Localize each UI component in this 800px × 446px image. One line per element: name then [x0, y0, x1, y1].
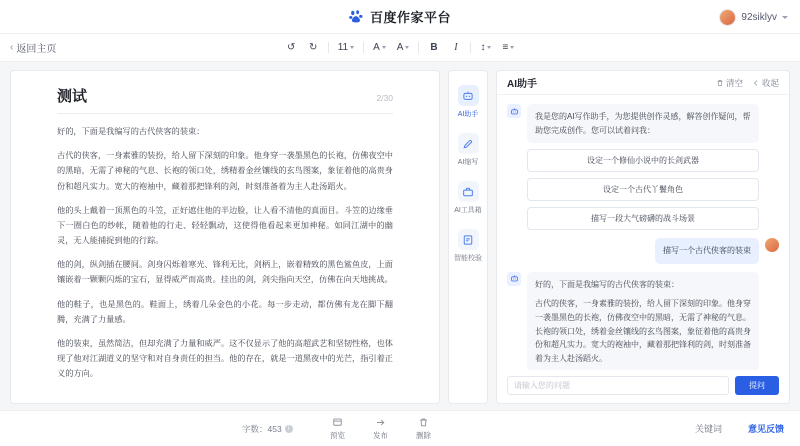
page-title: 百度作家平台: [369, 10, 451, 25]
format-toolbar: [0, 34, 800, 62]
rail-label: 智能校验: [454, 255, 482, 262]
editor-paragraph: 古代的侠客，一身素雅的装扮，给人留下深刻的印象。他身穿一袭墨黑色的长袍，仿佛夜空中的黑暗，无需了神秘的气息、长袍的领口处，绣精着金丝镶线的玄鸟图案，象征着他的高贵身份和超凡实力。宽大的袍袖中，藏着那把锋利的剑，时刻准备着为主人赴汤蹈火。: [57, 151, 393, 191]
assistant-title: AI助手: [507, 79, 537, 90]
toolbar-divider: [470, 42, 471, 53]
assistant-reply-bubble: [527, 272, 759, 370]
top-bar: [0, 0, 800, 34]
preview-button[interactable]: [330, 417, 345, 441]
preview-label: 预览: [330, 430, 345, 440]
preview-icon: [332, 417, 343, 428]
suggestion-chip[interactable]: 设定一个修仙小说中的长剑武器: [527, 149, 759, 172]
bottom-bar: [0, 410, 800, 446]
feedback-link[interactable]: 意见反馈: [747, 424, 784, 434]
chat-composer: [497, 370, 789, 403]
publish-button[interactable]: [373, 417, 388, 441]
ai-toolbox-icon: [458, 181, 479, 202]
undo-button[interactable]: ↺: [287, 42, 296, 53]
ai-rewrite-icon: [458, 133, 479, 154]
info-icon[interactable]: i: [285, 425, 293, 433]
chevron-left-icon: ‹: [10, 42, 14, 53]
document-title[interactable]: 测试: [57, 88, 88, 105]
assistant-header-actions: [716, 77, 779, 89]
ai-assistant-panel: [496, 70, 790, 404]
collapse-panel-button[interactable]: [752, 77, 779, 89]
tool-rail: [448, 70, 488, 404]
user-message-bubble: 描写一个古代侠客的装束: [655, 238, 759, 264]
delete-label: 删除: [416, 430, 431, 440]
suggestion-chip[interactable]: 设定一个古代丫鬟角色: [527, 178, 759, 201]
publish-label: 发布: [373, 430, 388, 440]
delete-button[interactable]: [416, 417, 431, 441]
italic-button[interactable]: I: [454, 42, 458, 53]
rail-label: AI工具箱: [454, 207, 482, 214]
toolbar-items: [0, 39, 800, 57]
user-name: 92siklyv: [741, 11, 777, 23]
redo-button[interactable]: ↻: [309, 42, 318, 53]
editor-content[interactable]: [11, 71, 439, 403]
assistant-header: [497, 71, 789, 95]
chat-message-bot: [507, 104, 779, 230]
chevron-down-icon: [782, 16, 788, 19]
editor-paragraph: 他的剑，纵剑插在腰间。剑身闪烁着寒光、锋利无比，剑柄上，嵌着精致的黑色鲨鱼皮，上面镶嵌着一颗颗闪烁的宝石，显得威严而高贵。挂出的剑，剑尖指向天空，仿佛在向天地挑战。: [57, 260, 393, 285]
publish-icon: [375, 417, 386, 428]
robot-icon: [507, 272, 521, 286]
list-button[interactable]: ≡: [500, 39, 516, 57]
user-avatar-icon: [765, 238, 779, 252]
clear-chat-label: 清空: [725, 77, 743, 88]
editor-paragraph: 好的，下面是我编写的古代侠客的装束：: [57, 127, 205, 136]
rail-item-ai-rewrite[interactable]: [449, 133, 487, 167]
keywords-link[interactable]: 关键词: [694, 424, 722, 434]
back-home-label: 返回主页: [16, 44, 57, 55]
collapse-panel-label: 收起: [761, 77, 779, 88]
line-height-button[interactable]: ↕: [478, 39, 493, 57]
rail-label: AI缩写: [457, 159, 479, 166]
highlight-color-button[interactable]: A: [395, 39, 412, 57]
delete-icon: [418, 417, 429, 428]
toolbar-divider: [328, 42, 329, 53]
assistant-reply-lead: 好的，下面是我编写的古代侠客的装束：: [535, 279, 679, 289]
title-char-counter: 2/30: [376, 93, 393, 103]
assistant-reply-body: 古代的侠客，一身素雅的装扮，给人留下深刻的印象。他身穿一袭墨黑色的长袍，仿佛夜空中的黑暗，无需了神秘的气息。长袍的领口处，绣着金丝镶线的玄鸟图案，象征着他的高贵身份和超凡实力。宽大的袍袖中，藏着那把锋利的剑，时刻准备着为主人赴汤蹈火。: [535, 299, 751, 363]
text-color-button[interactable]: A: [371, 39, 388, 57]
chat-thread: [497, 95, 789, 370]
rail-label: AI助手: [457, 111, 479, 118]
rail-item-ai-assistant[interactable]: [449, 85, 487, 119]
chat-message-user: [507, 238, 779, 264]
bottom-right-links: [695, 422, 784, 435]
document-editor[interactable]: [10, 70, 440, 404]
send-question-button[interactable]: 提问: [735, 376, 779, 395]
word-count-label: 字数：453: [242, 423, 282, 434]
toolbar-divider: [418, 42, 419, 53]
baidu-paw-icon: [349, 9, 364, 24]
user-menu[interactable]: [719, 0, 788, 34]
main-area: [0, 62, 800, 404]
smart-check-icon: [458, 229, 479, 250]
rail-item-smart-check[interactable]: [449, 229, 487, 263]
toolbar-divider: [363, 42, 364, 53]
ai-assistant-icon: [458, 85, 479, 106]
bottom-actions: [330, 417, 431, 441]
clear-chat-button[interactable]: [716, 77, 743, 89]
assistant-intro-bubble: 我是您的AI写作助手，为您提供创作灵感，解答创作疑问，帮助您完成创作。您可以试着问我：: [527, 104, 759, 143]
title-divider: [57, 113, 393, 114]
rail-item-ai-toolbox[interactable]: [449, 181, 487, 215]
avatar: [719, 9, 736, 26]
collapse-icon: [752, 79, 760, 87]
editor-paragraph: 他的鞋子，也是黑色的。鞋面上，绣着几朵金色的小花。每一步走动，都仿佛有龙在脚下翻腾，充满了力量感。: [57, 299, 393, 324]
word-count: [242, 423, 293, 435]
editor-paragraph: 他的头上戴着一顶黑色的斗笠，正好遮住他的半边脸，让人看不清他的真面目。斗笠的边缘垂下一圈白色的纱帐，随着他的行走、轻轻飘动，这使得他看起来更加神秘。如同江湖中的幽灵，无人能捕捉到他的行踪。: [57, 205, 393, 246]
bold-button[interactable]: B: [430, 42, 438, 53]
brand-block: [12, 7, 788, 26]
document-title-row: [57, 85, 393, 106]
editor-paragraph: 他的装束，虽然简洁，但却充满了力量和威严。这不仅显示了他的高超武艺和坚韧性格，也体现了他对江湖道义的坚守和对自身责任的担当。他的存在，就是一道黑夜中的光芒，指引着正义的方向。: [57, 338, 393, 379]
chat-message-bot-reply: [507, 272, 779, 370]
suggestion-chip[interactable]: 描写一段大气磅礴的战斗场景: [527, 207, 759, 230]
robot-icon: [507, 104, 521, 118]
trash-icon: [716, 79, 724, 87]
chat-input[interactable]: [507, 376, 729, 395]
font-size-select[interactable]: 11: [336, 39, 356, 57]
